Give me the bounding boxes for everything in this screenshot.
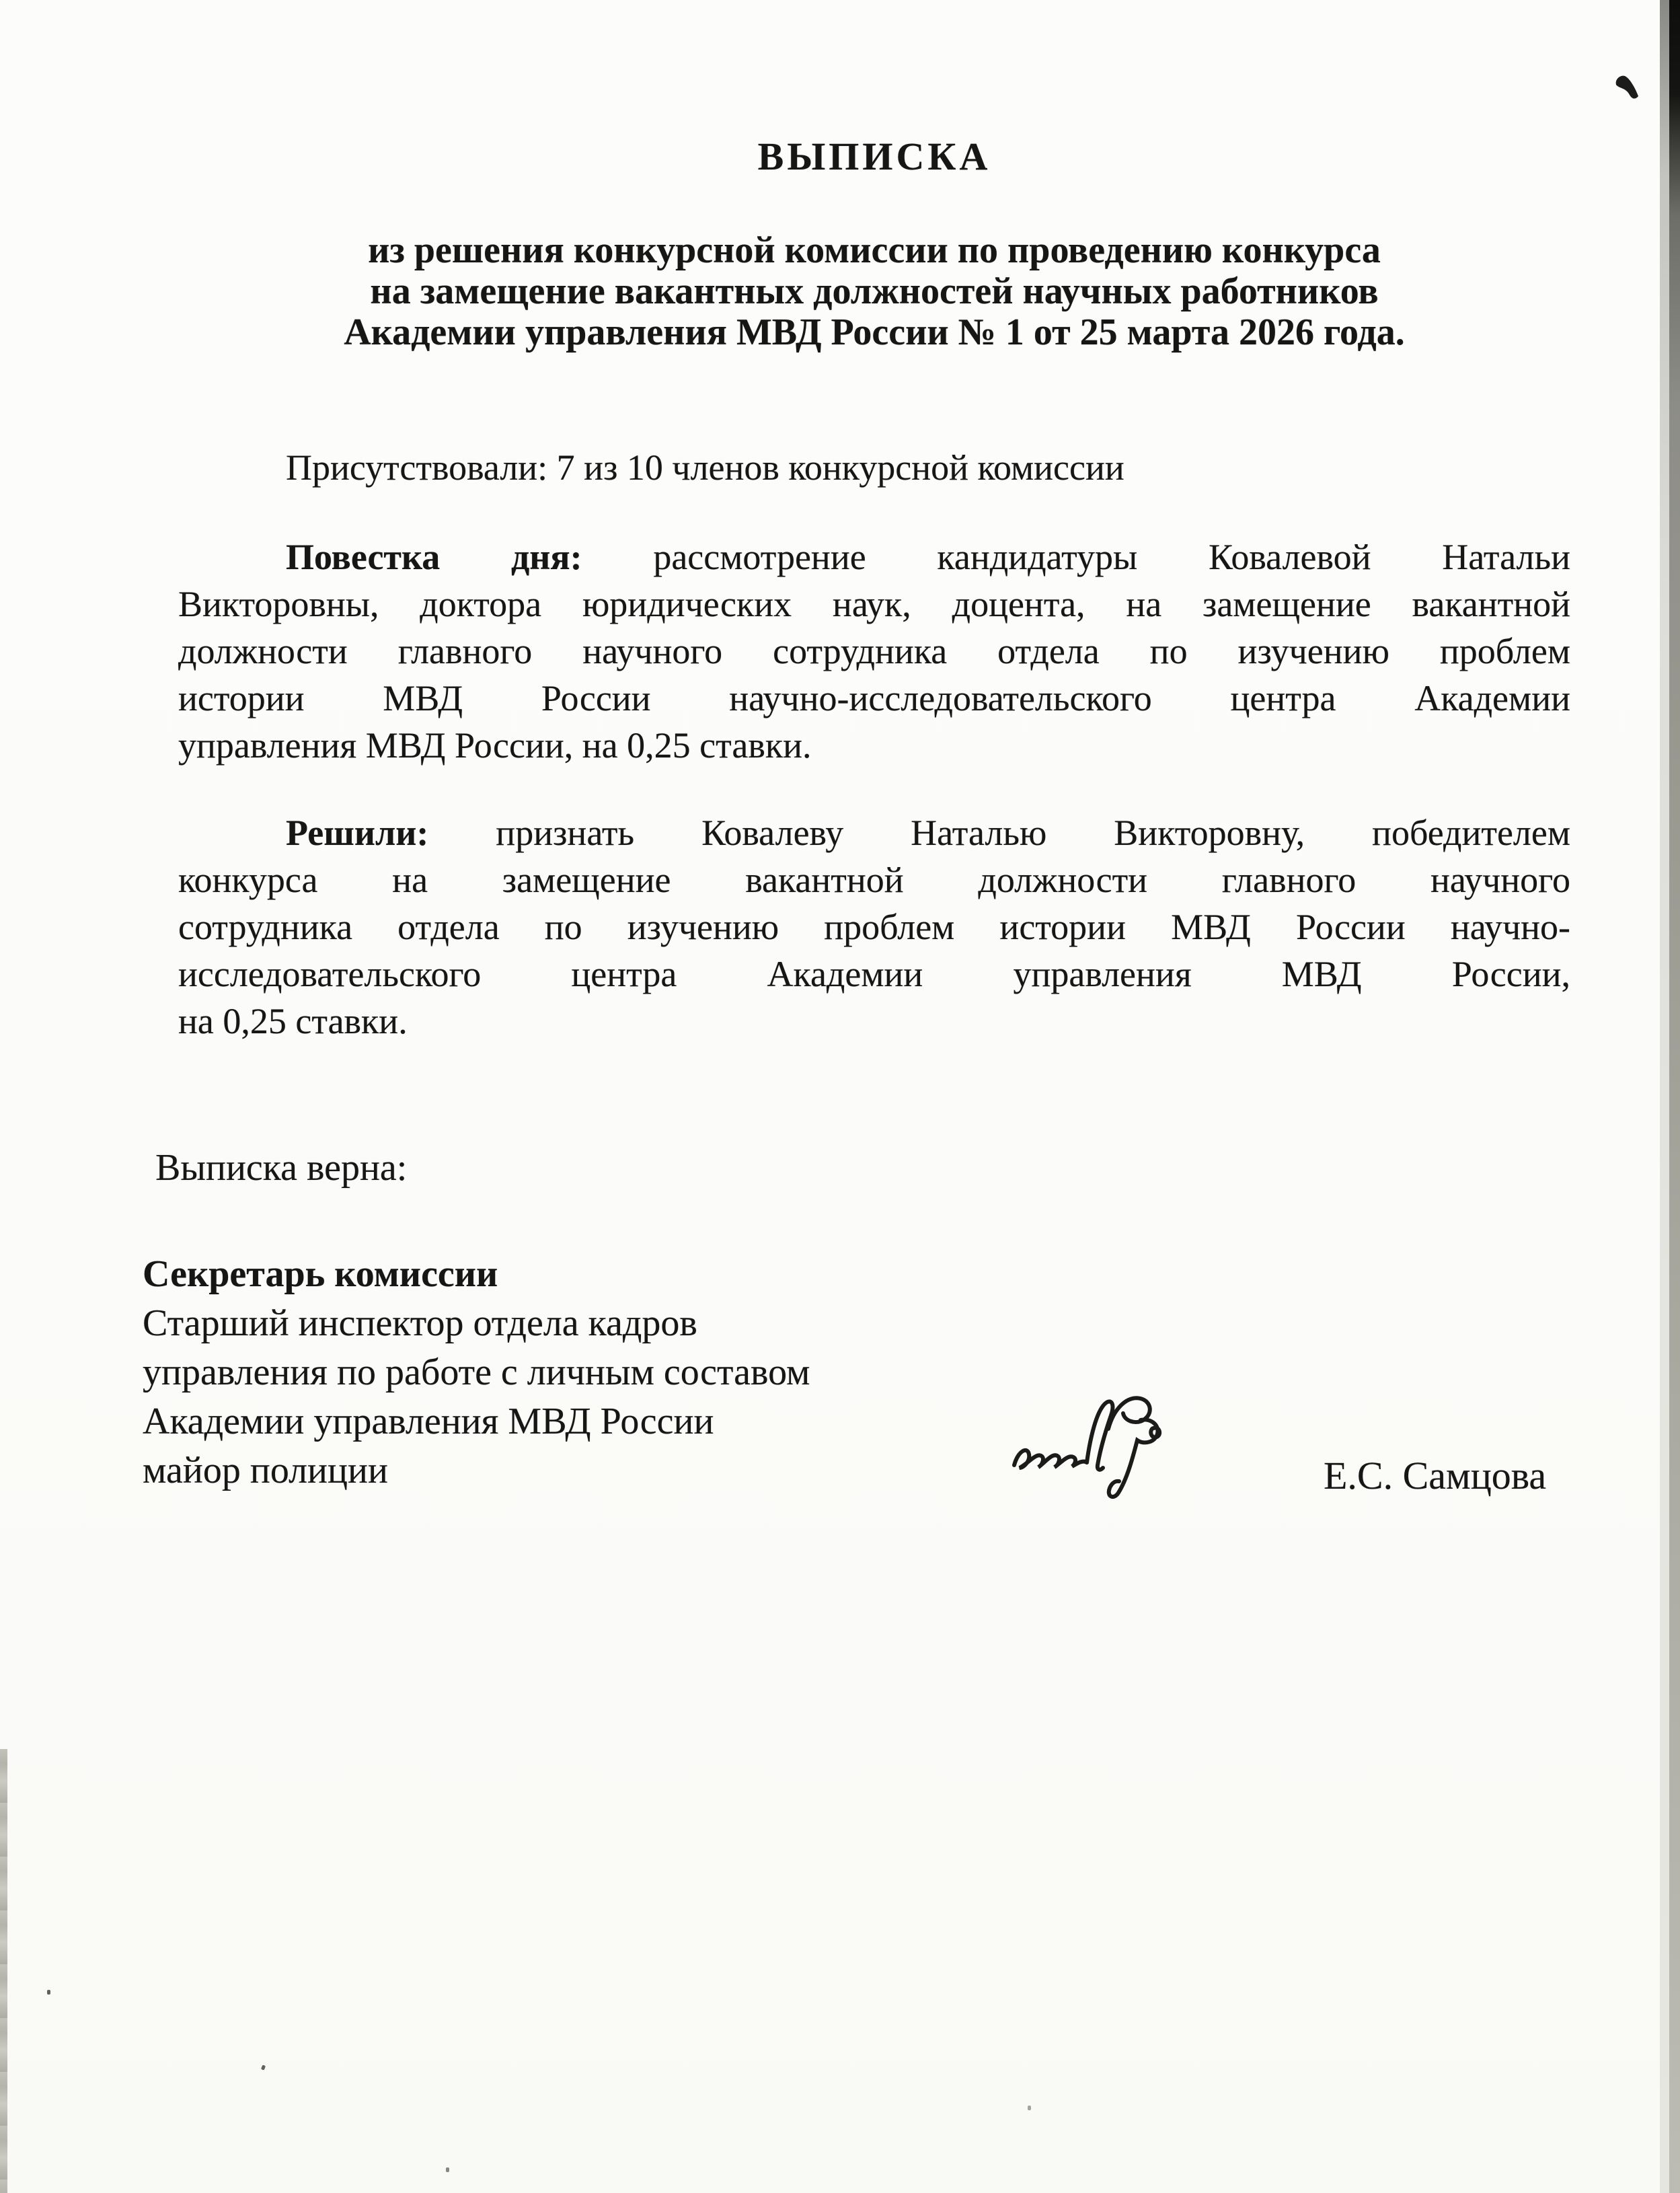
decision-line-4: исследовательского центра Академии управления МВД России, <box>178 954 1570 994</box>
signature-role-title: Секретарь комиссии <box>143 1253 498 1295</box>
decision-label: Решили: <box>286 813 429 853</box>
agenda-line-1 <box>178 533 1570 581</box>
header-line-1: из решения конкурсной комиссии по проведению конкурса <box>368 229 1381 271</box>
decision-line-1-text: признать Ковалеву Наталью Викторовну, победителем <box>496 813 1570 853</box>
decision-line-5: на 0,25 ставки. <box>178 1001 408 1041</box>
document-title: ВЫПИСКА <box>757 135 991 178</box>
paper-speck <box>261 2065 266 2070</box>
header-line-2: на замещение вакантных должностей научных работников <box>370 270 1379 312</box>
decision-line-2: конкурса на замещение вакантной должности главного научного <box>178 860 1570 900</box>
document-header <box>101 230 1648 353</box>
decision-paragraph <box>178 809 1570 1045</box>
signature-role-line-4: майор полиции <box>143 1450 388 1491</box>
scan-edge-right <box>1669 0 1680 2193</box>
scan-edge-left <box>0 1749 7 2193</box>
agenda-line-1-text: рассмотрение кандидатуры Ковалевой Натальи <box>653 537 1570 577</box>
handwritten-signature-icon <box>1003 1384 1225 1519</box>
attendance-line: Присутствовали: 7 из 10 членов конкурсной комиссии <box>286 447 1124 488</box>
header-line-3: Академии управления МВД России № 1 от 25 марта 2026 года. <box>344 311 1405 353</box>
signature-role-line-3: Академии управления МВД России <box>143 1401 714 1442</box>
paper-speck <box>47 1990 50 1995</box>
signature-role-line-2: управления по работе с личным составом <box>143 1351 810 1393</box>
certification-line: Выписка верна: <box>155 1147 408 1189</box>
agenda-label: Повестка дня: <box>286 537 582 577</box>
decision-line-3: сотрудника отдела по изучению проблем истории МВД России научно- <box>178 907 1570 947</box>
scan-edge-right-soft <box>1660 0 1669 2193</box>
agenda-line-4: истории МВД России научно-исследовательского центра Академии <box>178 678 1570 718</box>
signatory-name: Е.С. Самцова <box>1324 1454 1547 1497</box>
paper-speck <box>1028 2106 1031 2110</box>
agenda-line-3: должности главного научного сотрудника отдела по изучению проблем <box>178 631 1570 671</box>
paper-speck <box>446 2167 449 2172</box>
agenda-line-5: управления МВД России, на 0,25 ставки. <box>178 725 812 766</box>
agenda-paragraph <box>178 533 1570 769</box>
signature-role-line-1: Старший инспектор отдела кадров <box>143 1302 697 1344</box>
signature-block <box>143 1250 983 1495</box>
decision-line-1 <box>178 809 1570 856</box>
ink-mark-icon <box>1614 74 1641 104</box>
agenda-line-2: Викторовны, доктора юридических наук, доцента, на замещение вакантной <box>178 584 1570 624</box>
